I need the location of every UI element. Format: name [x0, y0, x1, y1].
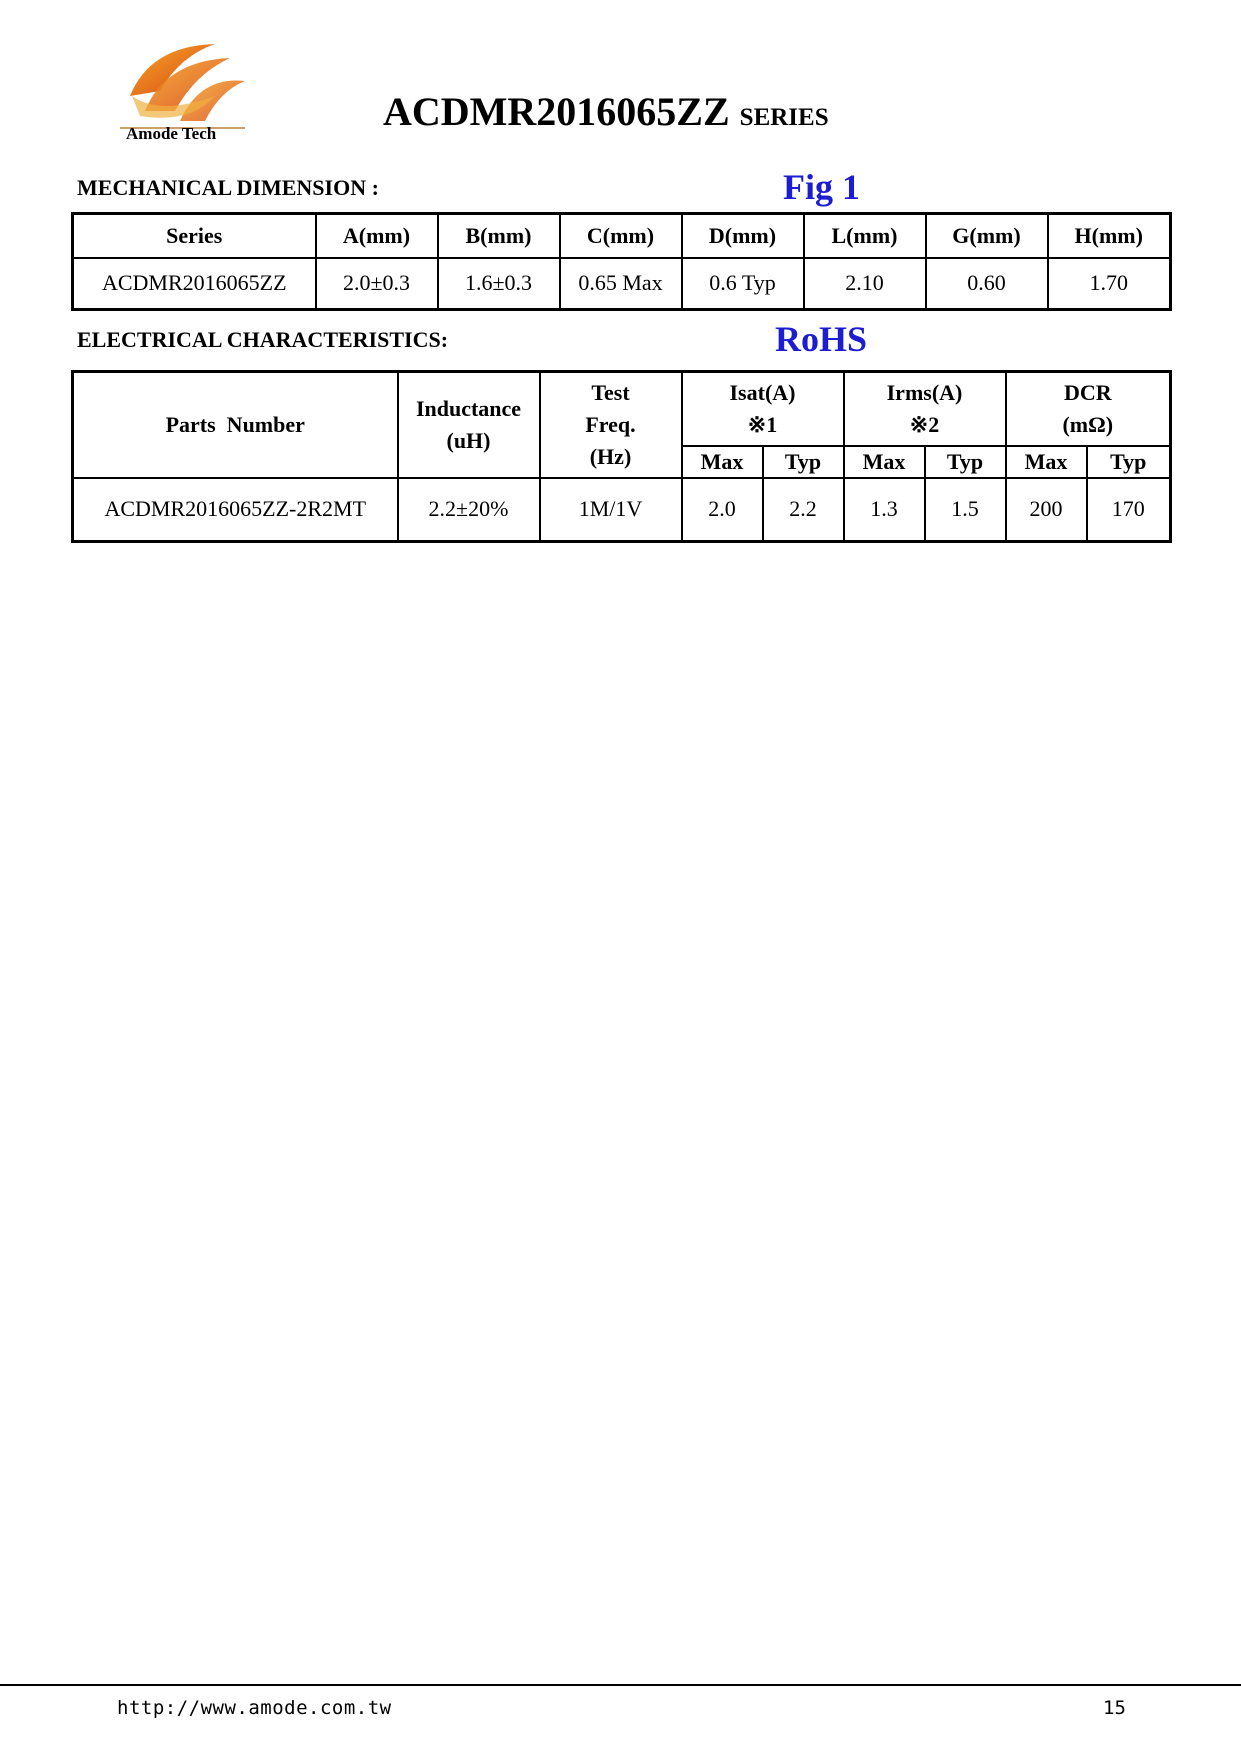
electrical-characteristics-table [71, 370, 1172, 543]
sub-dcr-typ: Typ [1087, 446, 1171, 478]
mechanical-dimension-table [71, 212, 1172, 311]
table-header-row [73, 372, 1171, 446]
col-freq-line2: Freq. [585, 411, 636, 437]
col-isat-line1: Isat(A) [729, 379, 796, 405]
col-g: G(mm) [926, 214, 1048, 258]
cell-irms-typ: 1.5 [925, 478, 1006, 542]
cell-dcr-typ: 170 [1087, 478, 1171, 542]
col-freq-line1: Test [591, 379, 630, 405]
col-series: Series [73, 214, 316, 258]
col-inductance [398, 372, 540, 478]
col-freq-line3: (Hz) [589, 443, 632, 469]
col-a: A(mm) [316, 214, 438, 258]
cell-h: 1.70 [1048, 258, 1171, 310]
cell-isat-typ: 2.2 [763, 478, 844, 542]
sub-dcr-max: Max [1006, 446, 1087, 478]
cell-g: 0.60 [926, 258, 1048, 310]
title-main: ACDMR2016065ZZ [383, 89, 730, 134]
cell-d: 0.6 Typ [682, 258, 804, 310]
col-l: L(mm) [804, 214, 926, 258]
cell-test-freq: 1M/1V [540, 478, 682, 542]
rohs-label: RoHS [775, 319, 868, 359]
sub-isat-typ: Typ [763, 446, 844, 478]
col-irms-line2: ※2 [909, 411, 940, 437]
col-dcr-line1: DCR [1063, 379, 1112, 405]
col-h: H(mm) [1048, 214, 1171, 258]
col-irms [844, 372, 1006, 446]
col-b: B(mm) [438, 214, 560, 258]
col-dcr-line2: (mΩ) [1062, 411, 1114, 437]
col-c: C(mm) [560, 214, 682, 258]
cell-inductance: 2.2±20% [398, 478, 540, 542]
col-irms-line1: Irms(A) [886, 379, 963, 405]
col-inductance-line2: (uH) [446, 427, 491, 453]
cell-series: ACDMR2016065ZZ [73, 258, 316, 310]
title-suffix: SERIES [739, 104, 829, 131]
fig-label: Fig 1 [783, 167, 860, 207]
col-isat-line2: ※1 [747, 411, 778, 437]
cell-b: 1.6±0.3 [438, 258, 560, 310]
logo-text: Amode Tech [126, 124, 217, 143]
electrical-heading: ELECTRICAL CHARACTERISTICS: [77, 327, 449, 352]
footer-url: http://www.amode.com.tw [117, 1697, 392, 1719]
footer-divider [0, 1684, 1241, 1686]
document-title [383, 88, 829, 135]
table-row [73, 258, 1171, 310]
col-isat [682, 372, 844, 446]
col-parts-number: Parts Number [73, 372, 398, 478]
sub-isat-max: Max [682, 446, 763, 478]
col-dcr [1006, 372, 1171, 446]
cell-dcr-max: 200 [1006, 478, 1087, 542]
col-inductance-line1: Inductance [415, 395, 522, 421]
cell-l: 2.10 [804, 258, 926, 310]
mechanical-heading: MECHANICAL DIMENSION : [77, 175, 379, 200]
sub-irms-max: Max [844, 446, 925, 478]
table-header-row [73, 214, 1171, 258]
cell-part-number: ACDMR2016065ZZ-2R2MT [73, 478, 398, 542]
sub-irms-typ: Typ [925, 446, 1006, 478]
cell-irms-max: 1.3 [844, 478, 925, 542]
col-d: D(mm) [682, 214, 804, 258]
cell-isat-max: 2.0 [682, 478, 763, 542]
cell-c: 0.65 Max [560, 258, 682, 310]
col-test-freq [540, 372, 682, 478]
page-number: 15 [1103, 1697, 1126, 1719]
table-row [73, 478, 1171, 542]
cell-a: 2.0±0.3 [316, 258, 438, 310]
